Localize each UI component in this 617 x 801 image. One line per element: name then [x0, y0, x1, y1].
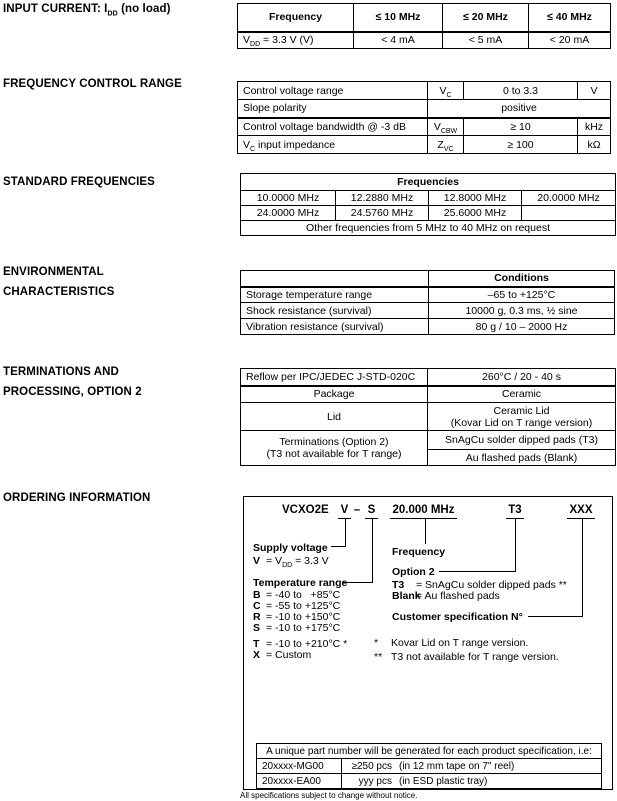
frequency-connector-line — [425, 518, 426, 544]
note-mark-1: * — [374, 637, 379, 649]
note-t3-unavailable — [374, 651, 559, 663]
terminations-label-line1: Terminations (Option 2) — [279, 436, 389, 448]
option2-desc-blank: = Au flashed pads — [416, 590, 500, 602]
frequencies-row-1 — [241, 191, 616, 206]
part-number-temp-range: S — [365, 504, 378, 519]
shock-resistance-label: Shock resistance (survival) — [241, 303, 429, 319]
frequencies-header-row — [241, 174, 616, 191]
header-40mhz: ≤ 40 MHz — [529, 4, 611, 32]
supply-voltage-label: Supply voltage — [253, 542, 328, 554]
temp-option-x — [253, 649, 311, 661]
temp-desc-b: = -40 to +85°C — [266, 589, 341, 601]
standard-frequencies-table — [240, 173, 616, 236]
supply-value-post: = 3.3 V — [292, 555, 329, 567]
current-value-40mhz: < 20 mA — [529, 32, 611, 49]
terminations-value-t3: SnAgCu solder dipped pads (T3) — [428, 431, 616, 450]
section-label-environmental-1: ENVIRONMENTAL — [3, 266, 104, 278]
customer-specification-label: Customer specification N° — [392, 611, 523, 623]
freq-cell: 20.0000 MHz — [522, 191, 616, 206]
part-number-mg00: 20xxxx-MG00 — [257, 759, 342, 774]
ea00-packing-desc: (in ESD plastic tray) — [399, 775, 488, 787]
part-number-customer-spec: XXX — [567, 504, 595, 519]
terminations-row-1 — [241, 431, 616, 450]
control-voltage-range-value: 0 to 3.3 — [464, 82, 578, 100]
control-bandwidth-unit: kHz — [578, 118, 611, 136]
terminations-table — [240, 368, 616, 466]
lid-value-line2: (Kovar Lid on T range version) — [450, 416, 593, 429]
freq-cell: 24.0000 MHz — [241, 206, 336, 221]
lid-value — [428, 403, 616, 431]
control-voltage-range-unit: V — [578, 82, 611, 100]
control-bandwidth-label: Control voltage bandwidth @ -3 dB — [238, 118, 428, 136]
supply-voltage-value — [253, 555, 329, 570]
lid-value-line1: Ceramic Lid — [493, 404, 550, 417]
input-current-label-suffix: (no load) — [117, 3, 171, 15]
lid-label: Lid — [241, 403, 428, 431]
vdd-label-sub: DD — [250, 41, 261, 49]
part-number-note-row — [257, 744, 602, 759]
vibration-resistance-label: Vibration resistance (survival) — [241, 319, 429, 335]
reflow-row — [241, 369, 616, 386]
section-label-ordering-information: ORDERING INFORMATION — [3, 492, 151, 504]
part-number-base: VCXO2E — [282, 504, 329, 516]
reflow-value: 260°C / 20 - 40 s — [428, 369, 616, 386]
temp-code-c: C — [253, 600, 261, 612]
ordering-information-box — [243, 496, 613, 790]
part-number-supply-voltage: V — [338, 504, 351, 519]
option2-item-blank — [392, 590, 500, 602]
header-20mhz: ≤ 20 MHz — [443, 4, 529, 32]
temp-desc-c: = -55 to +125°C — [266, 600, 341, 612]
vcbw-symbol — [428, 118, 464, 136]
terminations-value-blank: Au flashed pads (Blank) — [428, 450, 616, 466]
slope-polarity-row — [238, 100, 611, 118]
temp-code-b: B — [253, 589, 261, 601]
conditions-header-blank — [241, 271, 429, 287]
lid-row — [241, 403, 616, 431]
vdd-label-post: = 3.3 V (V) — [260, 34, 314, 47]
zvc-symbol-sub: VC — [443, 145, 454, 153]
temp-range-connector-line — [342, 518, 373, 583]
temp-desc-s: = -10 to +175°C — [266, 622, 341, 634]
current-value-10mhz: < 4 mA — [354, 32, 443, 49]
temp-code-s: S — [253, 622, 261, 634]
customer-spec-connector-line — [528, 518, 583, 617]
section-label-terminations-2: PROCESSING, OPTION 2 — [3, 386, 142, 398]
part-number-note: A unique part number will be generated for each product specification, i.e: — [257, 744, 602, 759]
page-footer-disclaimer: All specifications subject to change without notice. — [240, 791, 418, 800]
freq-cell-empty — [522, 206, 616, 221]
frequencies-footer-row — [241, 221, 616, 236]
part-number-dash: – — [353, 504, 361, 516]
freq-cell: 12.8000 MHz — [429, 191, 522, 206]
environmental-table — [240, 270, 615, 335]
shock-resistance-value: 10000 g, 0.3 ms, ½ sine — [429, 303, 615, 319]
freq-cell: 10.0000 MHz — [241, 191, 336, 206]
freq-cell: 12.2880 MHz — [336, 191, 429, 206]
slope-polarity-value: positive — [428, 100, 611, 118]
header-10mhz: ≤ 10 MHz — [354, 4, 443, 32]
control-voltage-range-row — [238, 82, 611, 100]
header-frequency: Frequency — [238, 4, 354, 32]
input-current-header-row — [238, 4, 611, 32]
vdd-row-label — [238, 32, 354, 49]
supply-code: V — [253, 555, 261, 567]
part-number-ea00-packing — [342, 774, 602, 789]
impedance-label-post: input impedance — [255, 138, 336, 151]
section-label-terminations-1: TERMINATIONS AND — [3, 366, 119, 378]
storage-temp-row — [241, 287, 615, 303]
part-number-ea00: 20xxxx-EA00 — [257, 774, 342, 789]
supply-value-mid: = V — [266, 555, 283, 567]
part-number-row-mg00 — [257, 759, 602, 774]
supply-value-sub: DD — [282, 562, 293, 570]
vdd-label-pre: V — [243, 34, 251, 47]
frequencies-row-2 — [241, 206, 616, 221]
reflow-label: Reflow per IPC/JEDEC J-STD-020C — [241, 369, 428, 386]
part-number-option: T3 — [506, 504, 524, 519]
terminations-label — [241, 431, 428, 466]
impedance-label-pre: V — [243, 138, 251, 151]
frequency-control-table — [237, 81, 611, 154]
vcbw-symbol-sub: CBW — [440, 127, 458, 135]
storage-temp-label: Storage temperature range — [241, 287, 429, 303]
section-label-environmental-2: CHARACTERISTICS — [3, 286, 115, 298]
shock-resistance-row — [241, 303, 615, 319]
control-voltage-range-label: Control voltage range — [238, 82, 428, 100]
input-current-label-text: INPUT CURRENT: I — [3, 3, 108, 15]
other-frequencies-note: Other frequencies from 5 MHz to 40 MHz on request — [241, 221, 616, 236]
note-kovar-lid — [374, 637, 528, 649]
vibration-resistance-value: 80 g / 10 – 2000 Hz — [429, 319, 615, 335]
input-impedance-unit: kΩ — [578, 136, 611, 154]
storage-temp-value: –65 to +125°C — [429, 287, 615, 303]
section-label-input-current — [3, 3, 171, 18]
input-impedance-row — [238, 136, 611, 154]
section-label-frequency-control: FREQUENCY CONTROL RANGE — [3, 78, 182, 90]
package-label: Package — [241, 386, 428, 403]
impedance-label-sub: C — [250, 145, 256, 153]
slope-polarity-label: Slope polarity — [238, 100, 428, 118]
option2-desc-t3: = SnAgCu solder dipped pads ** — [416, 579, 567, 591]
input-current-label-subscript: DD — [107, 10, 118, 18]
temp-desc-x: = Custom — [266, 649, 312, 661]
note-mark-2: ** — [374, 651, 383, 663]
note-text-1: Kovar Lid on T range version. — [391, 637, 529, 649]
control-bandwidth-value: ≥ 10 — [464, 118, 578, 136]
package-value: Ceramic — [428, 386, 616, 403]
option2-code-blank: Blank — [392, 590, 421, 602]
current-value-20mhz: < 5 mA — [443, 32, 529, 49]
input-impedance-label — [238, 136, 428, 154]
temp-option-s — [253, 622, 340, 634]
frequency-label: Frequency — [392, 546, 446, 558]
vc-symbol-main: V — [439, 84, 447, 97]
note-text-2: T3 not available for T range version. — [391, 651, 559, 663]
ea00-qty: yyy pcs — [358, 775, 392, 787]
vibration-resistance-row — [241, 319, 615, 335]
section-label-standard-frequencies: STANDARD FREQUENCIES — [3, 176, 155, 188]
option2-code-t3: T3 — [392, 579, 405, 591]
temp-code-x: X — [253, 649, 261, 661]
option2-connector-line — [439, 518, 516, 572]
input-current-data-row — [238, 32, 611, 49]
package-row — [241, 386, 616, 403]
temp-desc-t: = -10 to +210°C * — [266, 638, 348, 650]
vcbw-symbol-main: V — [433, 120, 441, 133]
temperature-range-label: Temperature range — [253, 577, 348, 589]
part-number-mg00-packing — [342, 759, 602, 774]
input-impedance-value: ≥ 100 — [464, 136, 578, 154]
part-number-row-ea00 — [257, 774, 602, 789]
freq-cell: 24.5760 MHz — [336, 206, 429, 221]
temp-code-t: T — [253, 638, 260, 650]
zvc-symbol — [428, 136, 464, 154]
vc-symbol — [428, 82, 464, 100]
input-current-table — [237, 3, 611, 49]
mg00-packing-desc: (in 12 mm tape on 7" reel) — [399, 760, 515, 772]
freq-cell: 25.6000 MHz — [429, 206, 522, 221]
unique-part-number-table — [256, 743, 602, 789]
option2-label: Option 2 — [392, 566, 435, 578]
part-number-frequency: 20.000 MHz — [390, 504, 457, 519]
terminations-label-line2: (T3 not available for T range) — [266, 448, 402, 460]
frequencies-header: Frequencies — [241, 174, 616, 191]
zvc-symbol-main: Z — [437, 138, 444, 151]
vc-symbol-sub: C — [446, 91, 452, 99]
mg00-qty: ≥250 pcs — [351, 760, 392, 772]
conditions-header-row — [241, 271, 615, 287]
control-bandwidth-row — [238, 118, 611, 136]
conditions-header: Conditions — [429, 271, 615, 287]
temp-desc-r: = -10 to +150°C — [266, 611, 341, 623]
temp-code-r: R — [253, 611, 261, 623]
